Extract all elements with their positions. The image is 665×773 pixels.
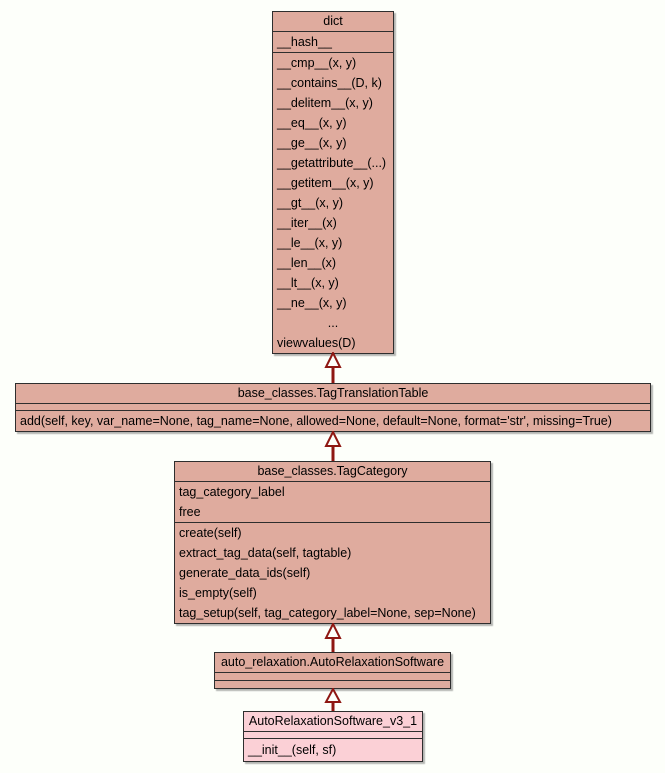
method-row: is_empty(self) — [179, 586, 257, 600]
inheritance-arrow — [323, 352, 343, 383]
method-row: generate_data_ids(self) — [179, 566, 311, 580]
attributes-compartment — [273, 32, 393, 53]
method-row: __contains__(D, k) — [277, 76, 382, 90]
methods-compartment — [244, 739, 422, 761]
attributes-compartment — [175, 482, 490, 523]
inheritance-arrow — [323, 431, 343, 462]
inheritance-arrow — [323, 623, 343, 653]
method-row: __cmp__(x, y) — [277, 56, 357, 70]
method-row: __lt__(x, y) — [277, 276, 339, 290]
methods-compartment — [215, 681, 450, 688]
attribute-row: tag_category_label — [179, 485, 285, 499]
method-row: tag_setup(self, tag_category_label=None, sep=None) — [179, 606, 476, 620]
method-row: __eq__(x, y) — [277, 116, 347, 130]
method-row: add(self, key, var_name=None, tag_name=None, allowed=None, default=None, format='str', missing=True) — [20, 414, 612, 428]
inheritance-arrow — [323, 688, 343, 712]
class-box-tag-category — [174, 461, 491, 624]
class-box-tag-translation-table — [15, 383, 651, 432]
attribute-row: free — [179, 505, 201, 519]
class-title: base_classes.TagCategory — [175, 462, 490, 482]
attributes-compartment — [215, 673, 450, 681]
methods-compartment — [273, 53, 393, 353]
methods-compartment — [175, 523, 490, 623]
method-row: __ge__(x, y) — [277, 136, 347, 150]
method-row: ... — [327, 316, 339, 330]
hollow-triangle-arrow-icon — [323, 623, 343, 653]
class-title: auto_relaxation.AutoRelaxationSoftware — [215, 653, 450, 673]
hollow-triangle-arrow-icon — [323, 352, 343, 383]
method-row: __iter__(x) — [277, 216, 337, 230]
class-box-auto-relaxation-software — [214, 652, 451, 689]
method-row: __len__(x) — [277, 256, 337, 270]
class-box-dict — [272, 11, 394, 354]
method-row: __delitem__(x, y) — [277, 96, 373, 110]
hollow-triangle-arrow-icon — [323, 688, 343, 712]
hollow-triangle-arrow-icon — [323, 431, 343, 462]
attribute-row: __hash__ — [277, 35, 332, 49]
method-row: extract_tag_data(self, tagtable) — [179, 546, 352, 560]
method-row: __getattribute__(...) — [277, 156, 387, 170]
method-row: viewvalues(D) — [277, 336, 356, 350]
attributes-compartment — [244, 732, 422, 739]
method-row: __gt__(x, y) — [277, 196, 344, 210]
class-box-auto-relaxation-software-v3-1 — [243, 711, 423, 762]
class-title: AutoRelaxationSoftware_v3_1 — [244, 712, 422, 732]
methods-compartment — [16, 411, 650, 431]
method-row: __init__(self, sf) — [248, 743, 337, 757]
attributes-compartment — [16, 404, 650, 411]
class-title: dict — [273, 12, 393, 32]
method-row: create(self) — [179, 526, 242, 540]
class-title: base_classes.TagTranslationTable — [16, 384, 650, 404]
method-row: __ne__(x, y) — [277, 296, 347, 310]
method-row: __getitem__(x, y) — [277, 176, 374, 190]
method-row: __le__(x, y) — [277, 236, 343, 250]
